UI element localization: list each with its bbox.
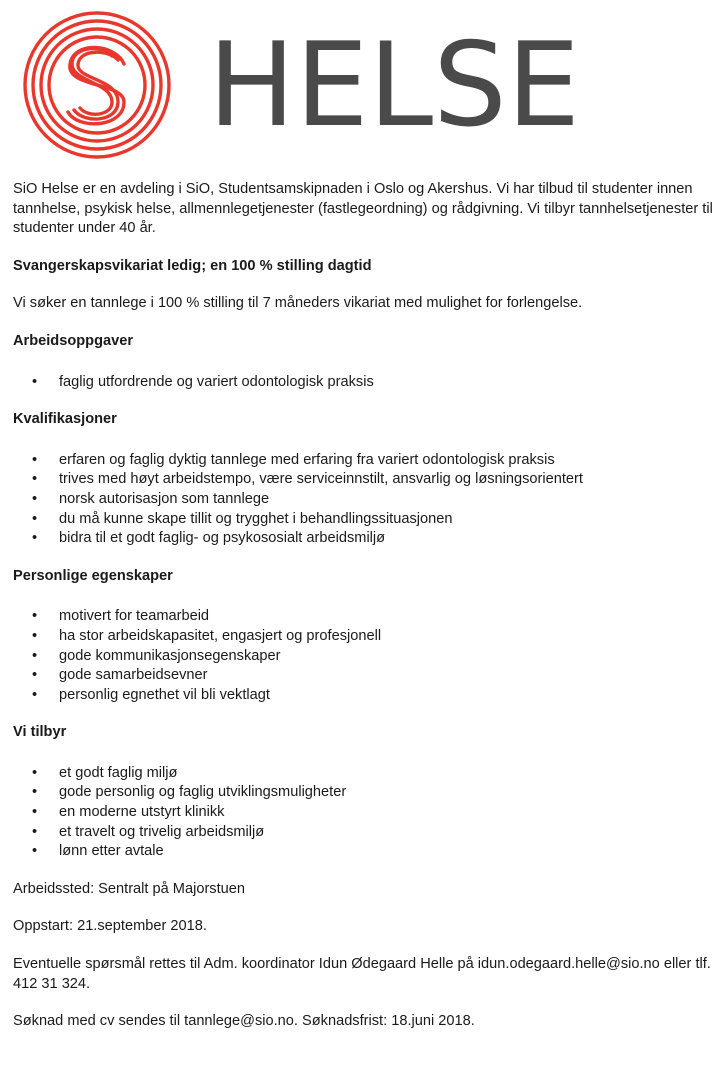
- list-item: • gode personlig og faglig utviklingsmuligheter: [13, 783, 713, 803]
- bullet-icon: •: [32, 510, 38, 527]
- workplace-text: Arbeidssted: Sentralt på Majorstuen: [13, 880, 246, 897]
- section-heading-offer: Vi tilbyr: [13, 724, 67, 741]
- bullet-icon: •: [32, 627, 38, 644]
- start-date-text: Oppstart: 21.september 2018.: [13, 918, 207, 935]
- summary-paragraph: Vi søker en tannlege i 100 % stilling til 7 måneders vikariat med mulighet for forlengelse.: [13, 295, 583, 312]
- bullet-icon: •: [32, 373, 38, 390]
- list-item: • ha stor arbeidskapasitet, engasjert og profesjonell: [13, 627, 713, 647]
- list-item: • faglig utfordrende og variert odontologisk praksis: [13, 373, 713, 393]
- section-heading-qualifications: Kvalifikasjoner: [13, 411, 117, 428]
- bullet-icon: •: [32, 823, 38, 840]
- bullet-icon: •: [32, 608, 38, 625]
- section-heading-personal: Personlige egenskaper: [13, 567, 173, 584]
- bullet-icon: •: [32, 784, 38, 801]
- list-item: • lønn etter avtale: [13, 842, 713, 862]
- list-item: • norsk autorisasjon som tannlege: [13, 490, 713, 510]
- personal-list: [13, 607, 713, 705]
- qualifications-list: [13, 451, 713, 549]
- list-item: • erfaren og faglig dyktig tannlege med erfaring fra variert odontologisk praksis: [13, 451, 713, 471]
- offer-list: [13, 764, 713, 862]
- list-item: • personlig egnethet vil bli vektlagt: [13, 686, 713, 706]
- application-text: Søknad med cv sendes til tannlege@sio.no. Søknadsfrist: 18.juni 2018.: [13, 1013, 475, 1030]
- sio-helse-logo: [22, 10, 581, 160]
- list-item: • bidra til et godt faglig- og psykososialt arbeidsmiljø: [13, 529, 713, 549]
- tasks-list: [13, 373, 713, 393]
- list-item: • en moderne utstyrt klinikk: [13, 803, 713, 823]
- list-item: • trives med høyt arbeidstempo, være serviceinnstilt, ansvarlig og løsningsorientert: [13, 470, 713, 490]
- sio-circle-logo-icon: [22, 10, 172, 160]
- bullet-icon: •: [32, 764, 38, 781]
- list-item: • motivert for teamarbeid: [13, 607, 713, 627]
- bullet-icon: •: [32, 451, 38, 468]
- list-item: • du må kunne skape tillit og trygghet i behandlingssituasjonen: [13, 510, 713, 530]
- list-item: • et travelt og trivelig arbeidsmiljø: [13, 823, 713, 843]
- section-heading-tasks: Arbeidsoppgaver: [13, 332, 134, 349]
- job-posting: [13, 180, 713, 1050]
- list-item: • gode kommunikasjonsegenskaper: [13, 647, 713, 667]
- posting-title: Svangerskapsvikariat ledig; en 100 % stilling dagtid: [13, 257, 372, 274]
- contact-text: Eventuelle spørsmål rettes til Adm. koordinator Idun Ødegaard Helle på idun.odegaard.helle@sio.no eller tlf. 412 31 324.: [13, 956, 711, 992]
- list-item: • gode samarbeidsevner: [13, 666, 713, 686]
- bullet-icon: •: [32, 667, 38, 684]
- bullet-icon: •: [32, 804, 38, 821]
- bullet-icon: •: [32, 530, 38, 547]
- bullet-icon: •: [32, 647, 38, 664]
- list-item: • et godt faglig miljø: [13, 764, 713, 784]
- helse-wordmark: HELSE: [208, 18, 581, 153]
- bullet-icon: •: [32, 471, 38, 488]
- intro-paragraph: SiO Helse er en avdeling i SiO, Studentsamskipnaden i Oslo og Akershus. Vi har tilbud til studenter innen tannhelse, psykisk helse, allmennlegetjenester (fastlegeordning) og rådgivning. Vi tilbyr tannhelsetjenester til studenter under 40 år.: [13, 181, 713, 237]
- bullet-icon: •: [32, 843, 38, 860]
- bullet-icon: •: [32, 686, 38, 703]
- bullet-icon: •: [32, 490, 38, 507]
